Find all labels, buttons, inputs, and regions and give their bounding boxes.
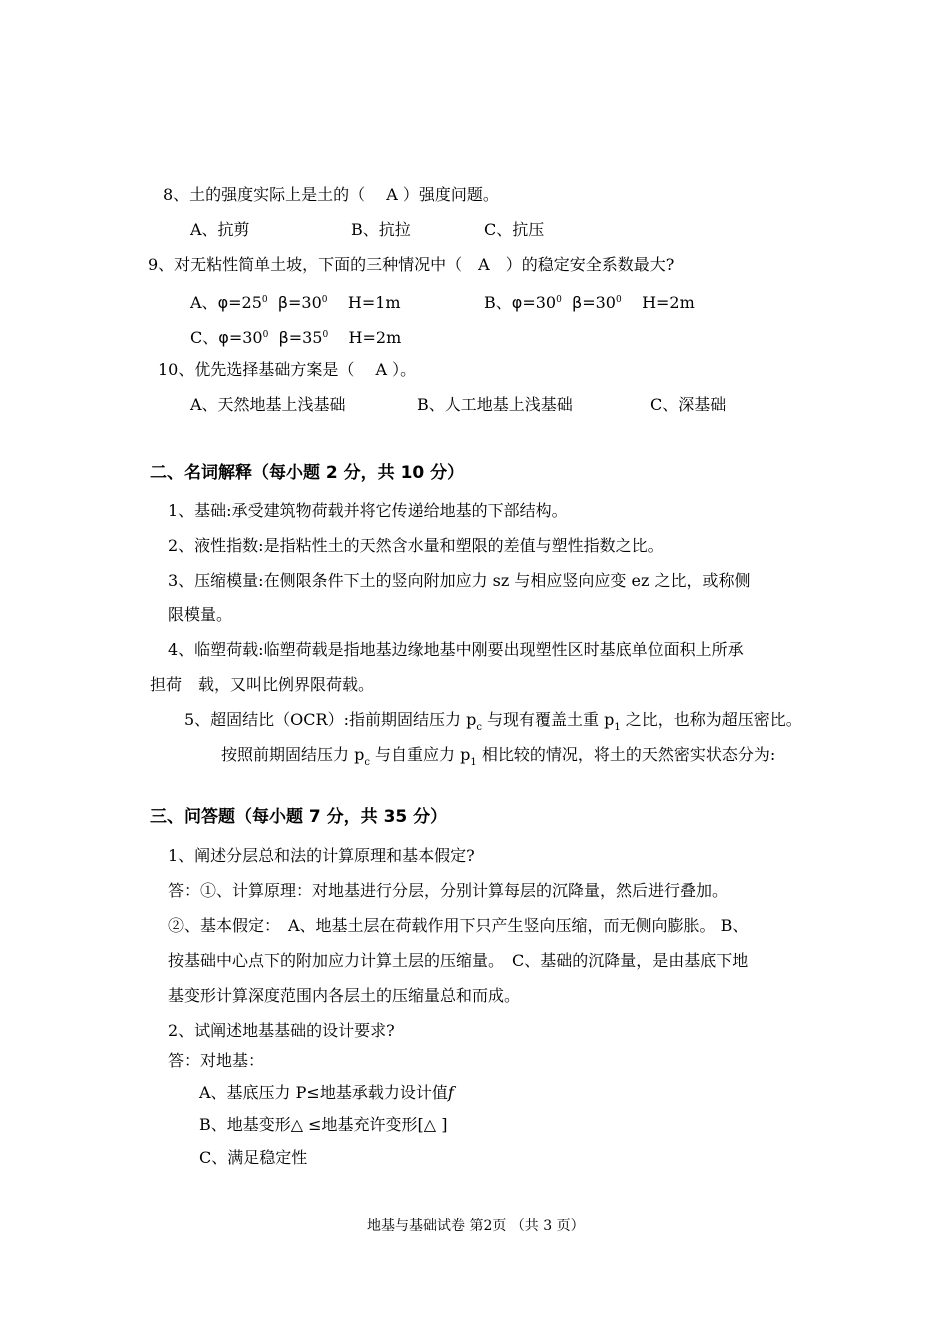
term-5-text-c: 之比，也称为超压密比。	[620, 710, 802, 729]
term-4-line-2: 担荷 载，又叫比例界限荷载。	[150, 675, 375, 694]
term-5-text-b: 与现有覆盖土重 p	[481, 710, 615, 729]
degree-mark: 0	[262, 330, 269, 340]
phi-value: =25	[228, 293, 262, 312]
beta-symbol: β	[278, 328, 289, 347]
answer-2-item-a	[199, 1083, 454, 1103]
page-footer: 地基与基础试卷 第2页 （共 3 页）	[367, 1218, 585, 1234]
option-prefix: A、	[190, 293, 218, 312]
answer-2-item-a-text: A、基底压力 P≤地基承载力设计值	[199, 1083, 448, 1102]
beta-value: =30	[582, 293, 616, 312]
answer-1-line-1: 答：①、计算原理：对地基进行分层，分别计算每层的沉降量，然后进行叠加。	[168, 881, 729, 900]
question-9-option-c	[190, 325, 401, 348]
phi-symbol: φ	[217, 293, 229, 312]
option-prefix: B、	[484, 293, 512, 312]
phi-symbol: φ	[511, 293, 523, 312]
degree-mark: 0	[321, 295, 328, 305]
term-5-l2-text-a: 按照前期固结压力 p	[221, 745, 365, 764]
question-2: 2、试阐述地基基础的设计要求?	[168, 1021, 395, 1040]
section-2-heading: 二、名词解释（每小题 2 分，共 10 分）	[150, 463, 465, 483]
subscript: 1	[614, 722, 621, 733]
answer-2-item-b: B、地基变形△ ≤地基充许变形[△ ]	[199, 1115, 448, 1134]
answer-2-intro: 答：对地基：	[168, 1051, 265, 1070]
degree-mark: 0	[615, 295, 622, 305]
height-value: H=1m	[347, 293, 401, 312]
beta-symbol: β	[572, 293, 583, 312]
question-8-option-c: C、抗压	[484, 220, 545, 239]
answer-1-line-3: 按基础中心点下的附加应力计算土层的压缩量。 C、基础的沉降量，是由基底下地	[168, 951, 749, 970]
option-prefix: C、	[190, 328, 219, 347]
f-symbol: f	[447, 1083, 454, 1102]
question-1: 1、阐述分层总和法的计算原理和基本假定?	[168, 846, 475, 865]
question-9-stem: 9、对无粘性简单土坡，下面的三种情况中（ A ）的稳定安全系数最大?	[148, 255, 675, 274]
question-10-option-b: B、人工地基上浅基础	[417, 395, 573, 414]
term-5-text-a: 5、超固结比（OCR）:指前期固结压力 p	[184, 710, 477, 729]
term-1-basis: 1、基础:承受建筑物荷载并将它传递给地基的下部结构。	[168, 501, 568, 520]
section-3-heading: 三、问答题（每小题 7 分，共 35 分）	[150, 807, 448, 827]
phi-value: =30	[228, 328, 263, 347]
question-10-option-a: A、天然地基上浅基础	[190, 395, 346, 414]
answer-1-line-2: ②、基本假定： A、地基土层在荷载作用下只产生竖向压缩，而无侧向膨胀。 B、	[168, 916, 749, 935]
answer-2-item-c: C、满足稳定性	[199, 1148, 308, 1167]
subscript: c	[364, 757, 370, 768]
term-3-line-1: 3、压缩模量:在侧限条件下土的竖向附加应力 sz 与相应竖向应变 ez 之比，或称侧	[168, 571, 751, 590]
height-value: H=2m	[348, 328, 402, 347]
question-9-option-b	[484, 290, 695, 313]
height-value: H=2m	[642, 293, 695, 312]
question-8-option-b: B、抗拉	[351, 220, 411, 239]
term-5-line-1	[184, 710, 802, 738]
term-4-line-1: 4、临塑荷载:临塑荷载是指地基边缘地基中刚要出现塑性区时基底单位面积上所承	[168, 640, 744, 659]
beta-value: =30	[288, 293, 322, 312]
phi-symbol: φ	[218, 328, 229, 347]
question-10-option-c: C、深基础	[650, 395, 727, 414]
degree-mark: 0	[556, 295, 562, 305]
term-5-l2-text-c: 相比较的情况，将土的天然密实状态分为:	[476, 745, 776, 764]
term-5-line-2	[221, 745, 775, 773]
beta-symbol: β	[277, 293, 289, 312]
question-8-option-a: A、抗剪	[190, 220, 250, 239]
answer-1-line-4: 基变形计算深度范围内各层土的压缩量总和而成。	[168, 986, 521, 1005]
term-5-l2-text-b: 与自重应力 p	[369, 745, 471, 764]
subscript: 1	[470, 757, 477, 768]
beta-value: =35	[288, 328, 323, 347]
degree-mark: 0	[261, 295, 268, 305]
subscript: c	[476, 722, 482, 733]
question-9-option-a	[190, 290, 401, 313]
term-2-liquidity-index: 2、液性指数:是指粘性土的天然含水量和塑限的差值与塑性指数之比。	[168, 536, 664, 555]
question-8-stem: 8、土的强度实际上是土的（ A ）强度问题。	[163, 185, 499, 204]
phi-value: =30	[522, 293, 557, 312]
degree-mark: 0	[322, 330, 329, 340]
term-3-line-2: 限模量。	[168, 605, 233, 624]
question-10-stem: 10、优先选择基础方案是（ A ）。	[158, 360, 417, 379]
